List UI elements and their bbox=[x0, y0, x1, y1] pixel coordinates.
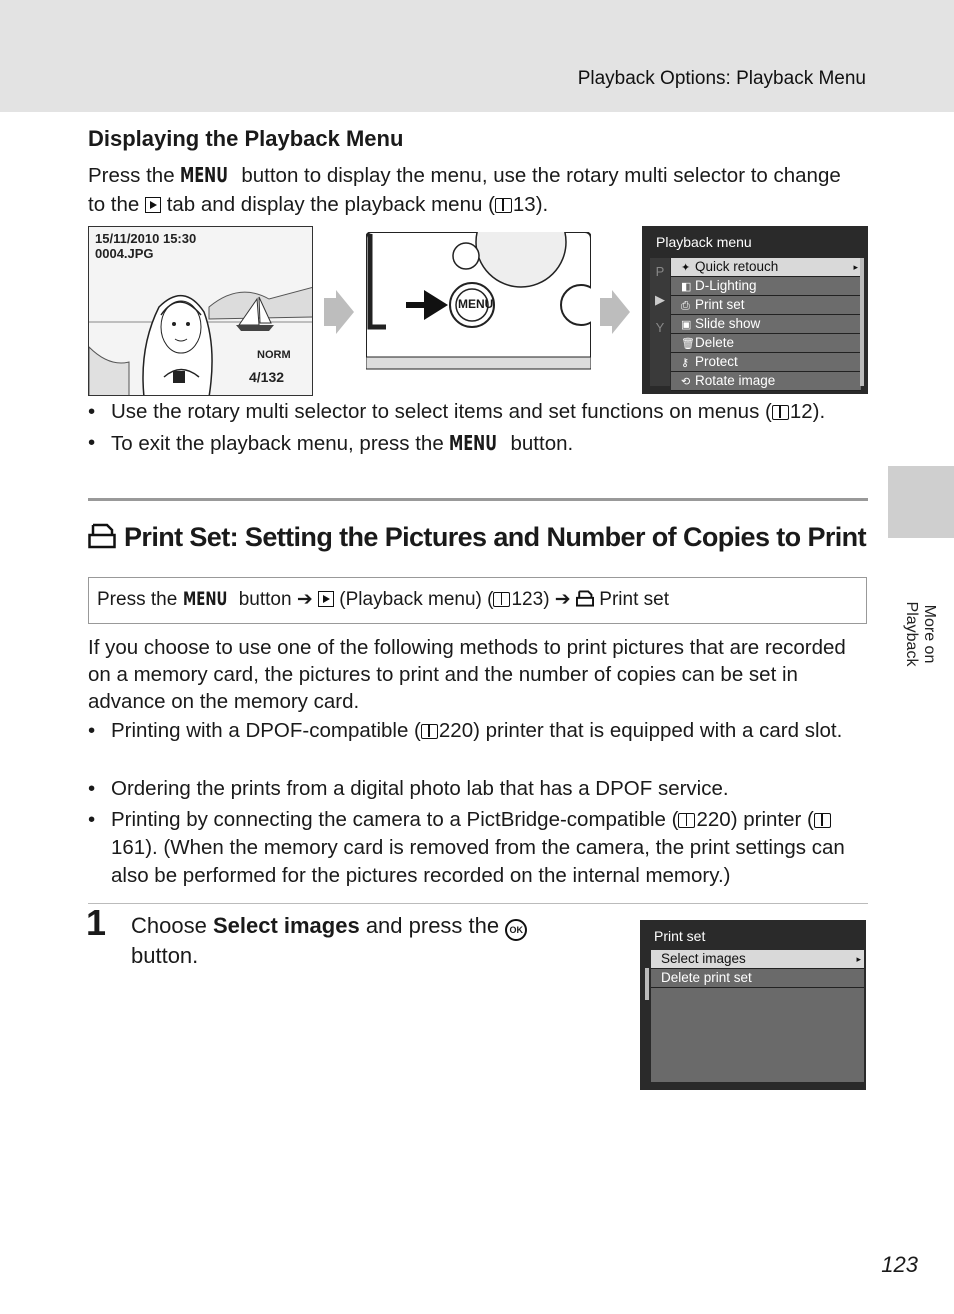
arrow-right-icon bbox=[600, 290, 632, 334]
d-lighting-icon: ◧ bbox=[681, 281, 692, 293]
photo-filename: 0004.JPG bbox=[95, 246, 154, 261]
arrow-right-icon bbox=[324, 290, 356, 334]
image-quality-indicator: NORM bbox=[257, 349, 291, 361]
step-number: 1 bbox=[86, 902, 107, 943]
ok-icon bbox=[173, 371, 185, 383]
trash-icon: 🗑 bbox=[681, 338, 695, 350]
retouch-icon: ✦ bbox=[681, 262, 691, 274]
page-ref-icon bbox=[493, 592, 510, 607]
header-band bbox=[0, 0, 954, 112]
print-set-options bbox=[651, 950, 864, 1082]
menu-item-d-lighting[interactable]: ◧ D-Lighting bbox=[671, 277, 861, 296]
section-heading: Displaying the Playback Menu bbox=[88, 126, 404, 151]
menu-button-glyph: MENU bbox=[449, 431, 498, 455]
playback-tab-icon bbox=[145, 197, 161, 213]
list-item: • To exit the playback menu, press the MENU button. bbox=[88, 429, 868, 458]
menu-item-protect[interactable]: ⚷ Protect bbox=[671, 353, 861, 372]
menu-item-delete[interactable]: 🗑Delete bbox=[671, 334, 861, 353]
playback-screen-image bbox=[88, 226, 313, 396]
running-header: Playback Options: Playback Menu bbox=[577, 68, 866, 89]
menu-item-print-set[interactable]: ⎙ Print set bbox=[671, 296, 861, 315]
option-delete-print-set[interactable]: Delete print set bbox=[651, 969, 864, 988]
print-set-title: Print set bbox=[654, 928, 706, 944]
menu-item-rotate-image[interactable]: ⟲ Rotate image bbox=[671, 372, 861, 391]
rotate-icon: ⟲ bbox=[681, 376, 691, 388]
playback-menu-screen bbox=[642, 226, 868, 394]
list-item: • Printing by connecting the camera to a PictBridge-compatible ( 220) printer (161). (When the memory card is removed from the camera, the print settings can also be performed for the pictures recorded on the internal memory.) bbox=[88, 806, 868, 890]
frame-counter: 4/132 bbox=[249, 369, 285, 385]
step-instruction: Choose Select images and press the OK button. bbox=[131, 911, 561, 970]
key-icon: ⚷ bbox=[681, 357, 690, 369]
print-set-screen bbox=[640, 920, 866, 1090]
list-item: • Ordering the prints from a digital photo lab that has a DPOF service. bbox=[88, 775, 868, 803]
scroll-indicator bbox=[645, 968, 649, 1000]
menu-button-glyph: MENU bbox=[180, 163, 229, 187]
tab-shooting[interactable]: P bbox=[655, 264, 665, 279]
side-tab-label: More on Playback bbox=[903, 601, 938, 667]
photo-datetime: 15/11/2010 15:30 bbox=[95, 231, 197, 246]
side-thumb-tab bbox=[888, 466, 954, 538]
intro-paragraph: Press the MENU button to display the menu, use the rotary multi selector to change to the tab and display the playback menu ( 13). bbox=[88, 163, 841, 216]
menu-scrollbar[interactable] bbox=[860, 258, 864, 386]
slideshow-icon: ▣ bbox=[681, 319, 692, 331]
section-divider bbox=[88, 498, 868, 501]
body-paragraph: If you choose to use one of the following methods to print pictures that are recorded on a memory card, the pictures to print and the number of copies can be set in advance on the memory card. bbox=[88, 636, 846, 713]
page-ref-icon bbox=[678, 813, 695, 828]
menu-list bbox=[671, 258, 861, 391]
ok-button-icon: OK bbox=[505, 919, 527, 941]
section-title: Print Set: Setting the Pictures and Number of Copies to Print bbox=[88, 522, 866, 553]
tab-playback[interactable]: ▶ bbox=[655, 292, 665, 307]
menu-item-quick-retouch[interactable]: ✦ Quick retouch ▸ bbox=[671, 258, 861, 277]
list-item: • Printing with a DPOF-compatible ( 220) printer that is equipped with a card slot. bbox=[88, 717, 868, 745]
page-number: 123 bbox=[881, 1252, 918, 1277]
menu-title: Playback menu bbox=[656, 234, 752, 250]
print-icon: ⎙ bbox=[681, 300, 690, 312]
menu-button-glyph: MENU bbox=[182, 588, 227, 610]
option-select-images[interactable]: Select images ▸ bbox=[651, 950, 864, 969]
print-icon bbox=[88, 523, 116, 549]
page-ref-icon bbox=[421, 724, 438, 739]
list-item: • Use the rotary multi selector to select items and set functions on menus ( 12). bbox=[88, 398, 868, 426]
step-divider bbox=[88, 903, 868, 904]
menu-side-tabs bbox=[650, 258, 670, 386]
tab-setup[interactable]: Y bbox=[655, 320, 665, 335]
menu-item-slide-show[interactable]: ▣ Slide show bbox=[671, 315, 861, 334]
page-ref-icon bbox=[814, 813, 831, 828]
menu-button-label: MENU bbox=[458, 297, 494, 311]
playback-tab-icon bbox=[318, 591, 334, 607]
page-ref-icon bbox=[772, 405, 789, 420]
page-ref-icon bbox=[495, 198, 512, 213]
command-path-box: Press the MENU button ➔ (Playback menu) ( 123) ➔ Print set bbox=[88, 577, 867, 624]
print-icon bbox=[576, 590, 594, 607]
